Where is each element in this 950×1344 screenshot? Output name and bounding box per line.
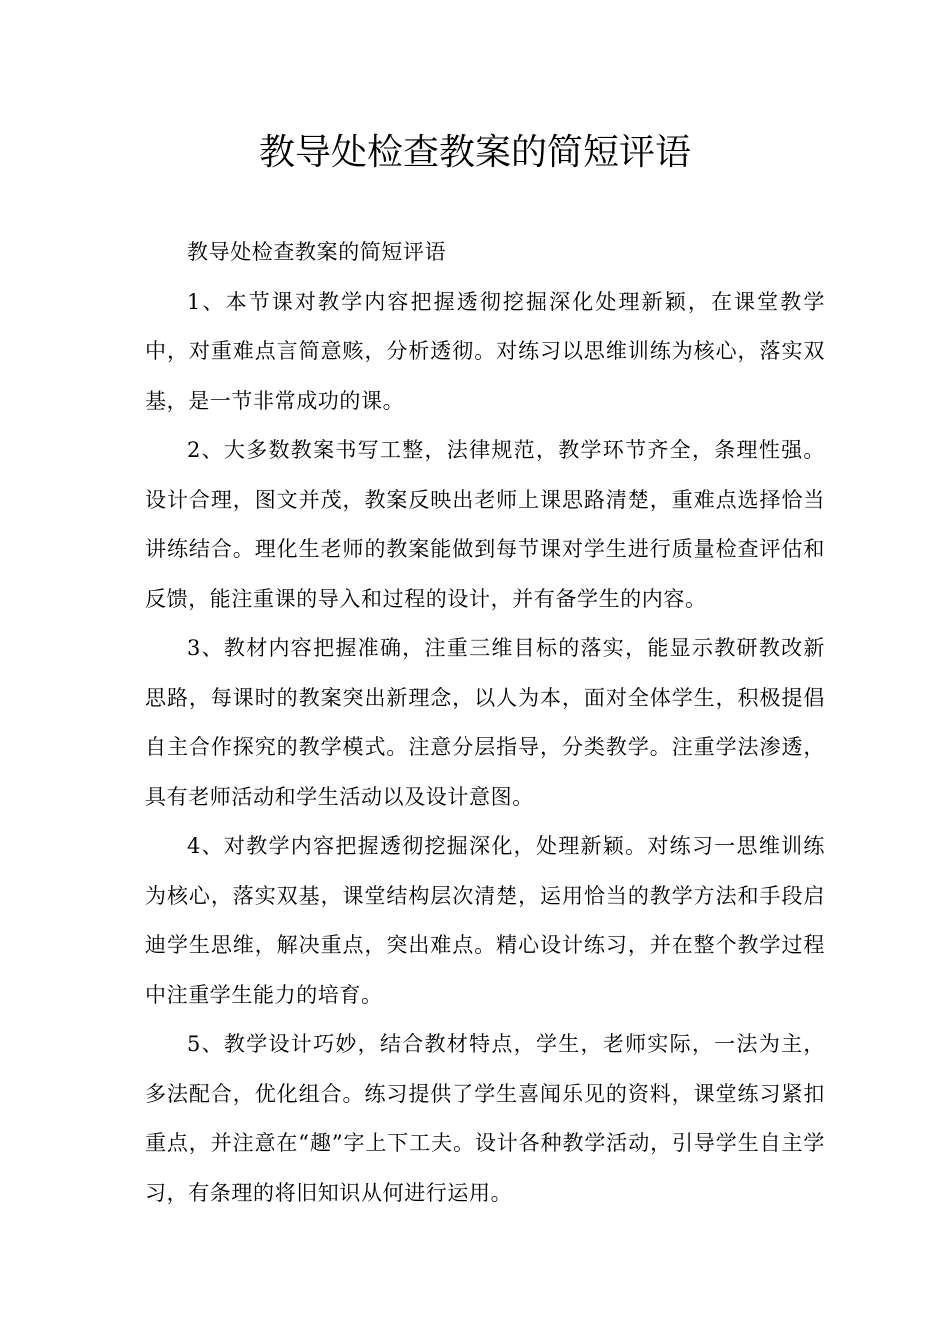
paragraph-subtitle: 教导处检查教案的简短评语 <box>187 240 447 264</box>
document-body <box>145 228 825 1218</box>
page-title: 教导处检查教案的简短评语 <box>258 132 691 173</box>
paragraph-1: 1、本节课对教学内容把握透彻挖掘深化处理新颖，在课堂教学中，对重难点言简意赅，分析透彻。对练习以思维训练为核心，落实双基，是一节非常成功的课。 <box>145 289 825 413</box>
paragraph-3: 3、教材内容把握准确，注重三维目标的落实，能显示教研教改新思路，每课时的教案突出新理念，以人为本，面对全体学生，积极提倡自主合作探究的教学模式。注意分层指导，分类教学。注重学法渗透，具有老师活动和学生活动以及设计意图。 <box>145 636 825 809</box>
paragraph-5: 5、教学设计巧妙，结合教材特点，学生，老师实际，一法为主，多法配合，优化组合。练习提供了学生喜闻乐见的资料，课堂练习紧扣重点，并注意在“趣”字上下工夫。设计各种教学活动，引导学生自主学习，有条理的将旧知识从何进行运用。 <box>145 1032 825 1205</box>
paragraph-2: 2、大多数教案书写工整，法律规范，教学环节齐全，条理性强。设计合理，图文并茂，教案反映出老师上课思路清楚，重难点选择恰当讲练结合。理化生老师的教案能做到每节课对学生进行质量检查评估和反馈，能注重课的导入和过程的设计，并有备学生的内容。 <box>145 438 825 611</box>
paragraph-4: 4、对教学内容把握透彻挖掘深化，处理新颖。对练习一思维训练为核心，落实双基，课堂结构层次清楚，运用恰当的教学方法和手段启迪学生思维，解决重点，突出难点。精心设计练习，并在整个教学过程中注重学生能力的培育。 <box>145 834 825 1007</box>
